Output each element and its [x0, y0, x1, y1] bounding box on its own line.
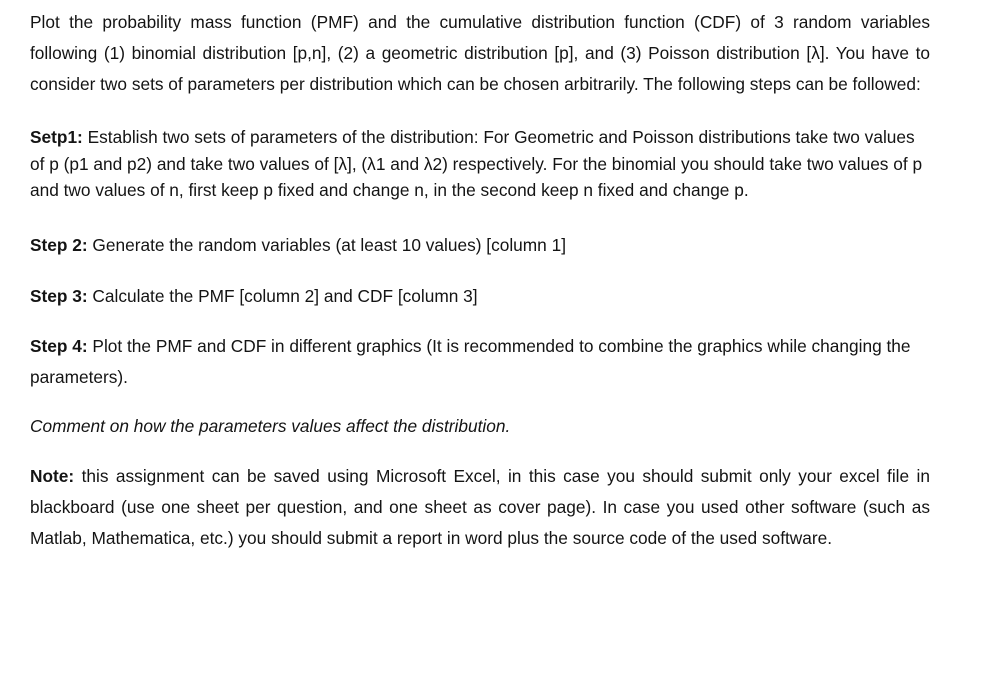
step3-paragraph — [30, 281, 930, 312]
step1-text: Establish two sets of parameters of the distribution: For Geometric and Poisson distributions take two values of p (p1 and p2) and take two values of [λ], (λ1 and λ2) respectively. For the binomial you should take two values of p and two values of n, first keep p fixed and change n, in the second keep n fixed and change p. — [30, 127, 923, 200]
comment-instruction: Comment on how the parameters values affect the distribution. — [30, 415, 511, 436]
intro-paragraph: Plot the probability mass function (PMF) and the cumulative distribution function (CDF) of 3 random variables following (1) binomial distribution [p,n], (2) a geometric distribution [p], and (3) Poisson distribution [λ]. You have to consider two sets of parameters per distribution which can be chosen arbitrarily. The following steps can be followed: — [30, 12, 930, 94]
step4-text: Plot the PMF and CDF in different graphics (It is recommended to combine the graphics while changing the parameters). — [30, 335, 911, 387]
step1-paragraph — [30, 124, 930, 204]
note-label: Note: — [30, 465, 75, 486]
note-text: this assignment can be saved using Microsoft Excel, in this case you should submit only your excel file in blackboard (use one sheet per question, and one sheet as cover page). In case you used other software (such as Matlab, Mathematica, etc.) you should submit a report in word plus the source code of the used software. — [30, 465, 930, 548]
step3-label: Step 3: — [30, 285, 88, 306]
note-paragraph — [30, 461, 930, 554]
step2-text: Generate the random variables (at least 10 values) [column 1] — [87, 234, 566, 255]
step1-label: Setp1: — [30, 127, 83, 147]
step2-paragraph — [30, 230, 930, 261]
assignment-document — [30, 7, 930, 554]
step4-label: Step 4: — [30, 335, 88, 356]
step2-label: Step 2: — [30, 234, 88, 255]
step3-text: Calculate the PMF [column 2] and CDF [column 3] — [87, 285, 478, 306]
step4-paragraph — [30, 331, 930, 393]
